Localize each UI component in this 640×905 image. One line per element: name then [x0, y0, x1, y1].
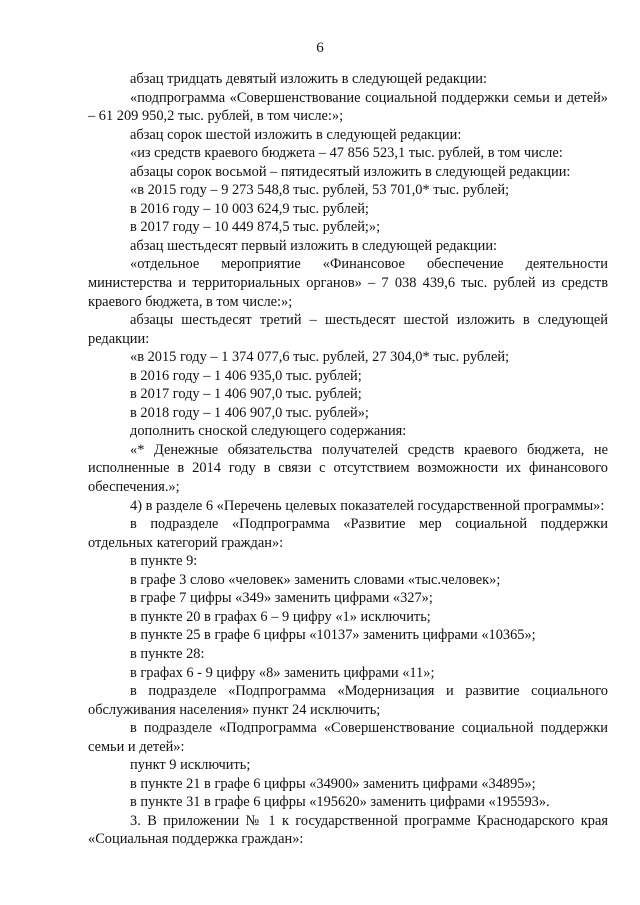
paragraph: абзацы шестьдесят третий – шестьдесят шестой изложить в следующей редакции:	[88, 312, 608, 347]
paragraph: в подразделе «Подпрограмма «Совершенствование социальной поддержки семьи и детей»:	[88, 720, 608, 755]
paragraph: в 2016 году – 10 003 624,9 тыс. рублей;	[130, 200, 369, 217]
paragraph: абзац шестьдесят первый изложить в следующей редакции:	[130, 237, 498, 254]
paragraph: в подразделе «Подпрограмма «Модернизация и развитие социального обслуживания населения» пункт 24 исключить;	[88, 683, 608, 718]
paragraph: 3. В приложении № 1 к государственной программе Краснодарского края «Социальная поддержка граждан»:	[88, 812, 608, 848]
paragraph: абзацы сорок восьмой – пятидесятый изложить в следующей редакции:	[130, 163, 571, 180]
paragraph: абзац тридцать девятый изложить в следующей редакции:	[130, 71, 488, 87]
paragraph: «отдельное мероприятие «Финансовое обеспечение деятельности министерства и территориальных органов» – 7 038 439,6 тыс. рублей из средств краевого бюджета, в том числе:»;	[88, 256, 608, 310]
paragraph: в графах 6 - 9 цифру «8» заменить цифрами «11»;	[130, 664, 435, 681]
paragraph: дополнить сноской следующего содержания:	[130, 423, 407, 440]
paragraph: 4) в разделе 6 «Перечень целевых показателей государственной программы»:	[130, 497, 605, 514]
paragraph: в подразделе «Подпрограмма «Развитие мер социальной поддержки отдельных категорий граждан»:	[88, 516, 608, 551]
paragraph: в 2016 году – 1 406 935,0 тыс. рублей;	[130, 367, 362, 384]
paragraph: в пункте 20 в графах 6 – 9 цифру «1» исключить;	[130, 608, 431, 625]
paragraph: в графе 7 цифры «349» заменить цифрами «327»;	[130, 590, 433, 607]
paragraph: в 2017 году – 1 406 907,0 тыс. рублей;	[130, 386, 362, 403]
paragraph: пункт 9 исключить;	[130, 757, 251, 774]
paragraph: абзац сорок шестой изложить в следующей редакции:	[130, 126, 462, 143]
paragraph: в 2017 году – 10 449 874,5 тыс. рублей;»;	[130, 219, 381, 236]
paragraph: «из средств краевого бюджета – 47 856 523,1 тыс. рублей, в том числе:	[130, 145, 563, 162]
paragraph: «подпрограмма «Совершенствование социальной поддержки семьи и детей» – 61 209 950,2 тыс. рублей, в том числе:»;	[88, 89, 608, 125]
paragraph: в пункте 31 в графе 6 цифры «195620» заменить цифрами «195593».	[130, 794, 550, 811]
paragraph: в графе 3 слово «человек» заменить словами «тыс.человек»;	[130, 571, 501, 588]
paragraph: «в 2015 году – 1 374 077,6 тыс. рублей, 27 304,0* тыс. рублей;	[130, 349, 510, 366]
page-number: 6	[316, 40, 324, 56]
paragraph: в пункте 25 в графе 6 цифры «10137» заменить цифрами «10365»;	[130, 627, 536, 644]
paragraph: в пункте 21 в графе 6 цифры «34900» заменить цифрами «34895»;	[130, 775, 536, 792]
document-body	[88, 70, 608, 849]
paragraph: в пункте 9:	[130, 553, 198, 570]
paragraph: «в 2015 году – 9 273 548,8 тыс. рублей, 53 701,0* тыс. рублей;	[130, 182, 510, 199]
paragraph: в пункте 28:	[130, 645, 205, 662]
paragraph: в 2018 году – 1 406 907,0 тыс. рублей»;	[130, 404, 369, 421]
footnote-paragraph: «* Денежные обязательства получателей средств краевого бюджета, не исполненные в 2014 году в связи с отсутствием возможности их финансового обеспечения.»;	[88, 441, 608, 496]
